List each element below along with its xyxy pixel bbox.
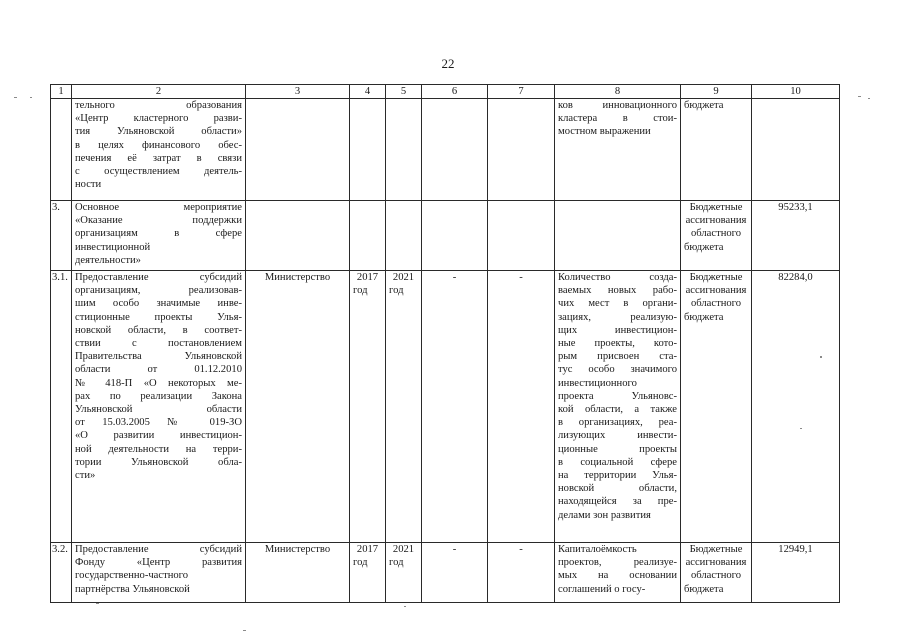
cell-text-line: проектов, реализуе- bbox=[558, 557, 677, 569]
column-7-cell: - bbox=[488, 543, 555, 603]
cell-text-line: на территории Улья- bbox=[558, 470, 677, 482]
column-7-cell bbox=[488, 99, 555, 201]
cell-text-line: в социальной сфере bbox=[558, 456, 677, 468]
executor-cell: Министерство bbox=[246, 271, 350, 543]
table-header-row bbox=[51, 85, 840, 99]
header-cell: 6 bbox=[422, 85, 488, 99]
funding-source-cell bbox=[681, 201, 752, 271]
cell-text-line: шим особо значимые инве- bbox=[75, 298, 242, 310]
executor-cell: Министерство bbox=[246, 543, 350, 603]
cell-text-line: Предоставление субсидий bbox=[75, 544, 242, 555]
cell-text-line: Бюджетные bbox=[689, 272, 743, 283]
scan-speck bbox=[30, 97, 32, 98]
scan-speck bbox=[868, 98, 870, 99]
budget-table bbox=[50, 84, 840, 603]
cell-text-line: партнёрства Ульяновской bbox=[75, 583, 190, 595]
cell-text-line: мых на основании bbox=[558, 570, 677, 582]
end-year-cell bbox=[386, 201, 422, 271]
amount-cell: 95233,1 bbox=[752, 201, 840, 271]
column-7-cell bbox=[488, 201, 555, 271]
cell-text-line: Основное мероприятие bbox=[75, 202, 242, 213]
cell-text-line: кой области, а также bbox=[558, 404, 677, 416]
cell-text-line: от 15.03.2005 № 019-ЗО bbox=[75, 417, 242, 429]
scan-speck bbox=[858, 96, 861, 97]
scan-speck bbox=[820, 356, 822, 358]
start-year-cell bbox=[350, 271, 386, 543]
amount-cell bbox=[752, 99, 840, 201]
row-number-cell: 3.1. bbox=[51, 271, 72, 543]
cell-text-line: «О развитии инвестицион- bbox=[75, 430, 242, 442]
cell-text-line: инвестиционного bbox=[558, 377, 637, 389]
cell-text-line: 2021 bbox=[392, 272, 415, 283]
cell-text-line: ассигнования bbox=[685, 285, 747, 297]
row-number-cell bbox=[51, 99, 72, 201]
cell-text-line: ной деятельности на терри- bbox=[75, 443, 242, 455]
column-6-cell bbox=[422, 201, 488, 271]
cell-text-line: деятельности» bbox=[75, 254, 141, 266]
cell-text-line: новской области, в соответ- bbox=[75, 324, 242, 336]
scan-speck bbox=[800, 428, 802, 429]
cell-text-line: ционные проекты bbox=[558, 443, 677, 455]
cell-text-line: тельного образования bbox=[75, 100, 242, 111]
cell-text-line: ассигнования bbox=[685, 557, 747, 569]
cell-text-line: бюджета bbox=[684, 241, 724, 253]
cell-text-line: тории Ульяновской обла- bbox=[75, 456, 242, 468]
measure-description-cell bbox=[72, 543, 246, 603]
cell-text-line: Предоставление субсидий bbox=[75, 272, 242, 283]
cell-text-line: Бюджетные bbox=[689, 202, 743, 213]
cell-text-line: Правительства Ульяновской bbox=[75, 351, 242, 363]
cell-text-line: год bbox=[353, 557, 368, 569]
cell-text-line: организациям, реализовав- bbox=[75, 285, 242, 297]
cell-text-line: областного bbox=[690, 570, 742, 582]
table-row bbox=[51, 99, 840, 201]
header-cell: 3 bbox=[246, 85, 350, 99]
cell-text-line: с осуществлением деятель- bbox=[75, 166, 242, 178]
cell-text-line: организациям в сфере bbox=[75, 228, 242, 240]
column-6-cell: - bbox=[422, 543, 488, 603]
table-row bbox=[51, 201, 840, 271]
cell-text-line: лизующих инвести- bbox=[558, 430, 677, 442]
cell-text-line: в целях финансового обес- bbox=[75, 139, 242, 151]
header-cell: 8 bbox=[555, 85, 681, 99]
cell-text-line: ности bbox=[75, 179, 102, 191]
column-7-cell: - bbox=[488, 271, 555, 543]
cell-text-line: «Центр кластерного разви- bbox=[75, 113, 242, 125]
cell-text-line: бюджета bbox=[684, 583, 724, 595]
cell-text-line: стиционные проекты Улья- bbox=[75, 311, 242, 323]
start-year-cell bbox=[350, 201, 386, 271]
cell-text-line: рым присвоен ста- bbox=[558, 351, 677, 363]
funding-source-cell bbox=[681, 543, 752, 603]
measure-description-cell bbox=[72, 271, 246, 543]
column-6-cell bbox=[422, 99, 488, 201]
cell-text-line: год bbox=[353, 285, 368, 297]
table-row bbox=[51, 271, 840, 543]
cell-text-line: новской области, bbox=[558, 483, 677, 495]
cell-text-line: тия Ульяновской области» bbox=[75, 126, 242, 138]
start-year-cell bbox=[350, 543, 386, 603]
executor-cell bbox=[246, 99, 350, 201]
scan-speck bbox=[243, 630, 246, 631]
header-cell: 7 bbox=[488, 85, 555, 99]
cell-text-line: чих мест в органи- bbox=[558, 298, 677, 310]
page-number: 22 bbox=[441, 56, 455, 71]
column-6-cell: - bbox=[422, 271, 488, 543]
cell-text-line: «Оказание поддержки bbox=[75, 215, 242, 227]
cell-text-line: инвестиционной bbox=[75, 241, 151, 253]
cell-text-line: 2017 bbox=[356, 544, 379, 555]
cell-text-line: рах по реализации Закона bbox=[75, 390, 242, 402]
end-year-cell bbox=[386, 99, 422, 201]
indicator-cell bbox=[555, 543, 681, 603]
cell-text-line: делами зон развития bbox=[558, 509, 651, 521]
indicator-cell bbox=[555, 99, 681, 201]
cell-text-line: зациях, реализую- bbox=[558, 311, 677, 323]
cell-text-line: мостном выражении bbox=[558, 126, 651, 138]
scan-speck bbox=[14, 97, 17, 98]
measure-description-cell bbox=[72, 99, 246, 201]
funding-source-cell bbox=[681, 271, 752, 543]
funding-source-cell bbox=[681, 99, 752, 201]
cell-text-line: Фонду «Центр развития bbox=[75, 557, 242, 569]
cell-text-line: областного bbox=[690, 298, 742, 310]
cell-text-line: ассигнования bbox=[685, 215, 747, 227]
cell-text-line: бюджета bbox=[684, 100, 724, 111]
header-cell: 4 bbox=[350, 85, 386, 99]
header-cell: 5 bbox=[386, 85, 422, 99]
cell-text-line: № 418-П «О некоторых ме- bbox=[75, 377, 242, 389]
cell-text-line: ствии с постановлением bbox=[75, 338, 242, 350]
cell-text-line: области от 01.12.2010 bbox=[75, 364, 242, 376]
end-year-cell bbox=[386, 543, 422, 603]
cell-text-line: 2021 bbox=[392, 544, 415, 555]
cell-text-line: соглашений о госу- bbox=[558, 583, 646, 595]
header-cell: 1 bbox=[51, 85, 72, 99]
cell-text-line: областного bbox=[690, 228, 742, 240]
cell-text-line: сти» bbox=[75, 470, 96, 482]
cell-text-line: проекта Ульяновс- bbox=[558, 390, 677, 402]
table-row bbox=[51, 543, 840, 603]
cell-text-line: 2017 bbox=[356, 272, 379, 283]
cell-text-line: ков инновационного bbox=[558, 100, 677, 111]
end-year-cell bbox=[386, 271, 422, 543]
cell-text-line: год bbox=[389, 285, 404, 297]
cell-text-line: в организациях, реа- bbox=[558, 417, 677, 429]
cell-text-line: тус особо значимого bbox=[558, 364, 677, 376]
row-number-cell: 3.2. bbox=[51, 543, 72, 603]
cell-text-line: ные проекты, кото- bbox=[558, 338, 677, 350]
scan-speck bbox=[96, 603, 99, 604]
cell-text-line: кластера в стои- bbox=[558, 113, 677, 125]
cell-text-line: государственно-частного bbox=[75, 570, 189, 582]
measure-description-cell bbox=[72, 201, 246, 271]
cell-text-line: бюджета bbox=[684, 311, 724, 323]
indicator-cell bbox=[555, 201, 681, 271]
cell-text-line: печения её затрат в связи bbox=[75, 152, 242, 164]
cell-text-line: ваемых новых рабо- bbox=[558, 285, 677, 297]
cell-text-line: Бюджетные bbox=[689, 544, 743, 555]
indicator-cell bbox=[555, 271, 681, 543]
header-cell: 2 bbox=[72, 85, 246, 99]
cell-text-line: год bbox=[389, 557, 404, 569]
cell-text-line: находящейся за пре- bbox=[558, 496, 677, 508]
amount-cell: 12949,1 bbox=[752, 543, 840, 603]
header-cell: 10 bbox=[752, 85, 840, 99]
start-year-cell bbox=[350, 99, 386, 201]
cell-text-line: Ульяновской области bbox=[75, 404, 242, 416]
header-cell: 9 bbox=[681, 85, 752, 99]
row-number-cell: 3. bbox=[51, 201, 72, 271]
cell-text-line: Количество созда- bbox=[558, 272, 677, 283]
amount-cell: 82284,0 bbox=[752, 271, 840, 543]
cell-text-line: Капиталоёмкость bbox=[558, 544, 637, 555]
scan-speck bbox=[404, 606, 406, 607]
cell-text-line: щих инвестицион- bbox=[558, 324, 677, 336]
executor-cell bbox=[246, 201, 350, 271]
